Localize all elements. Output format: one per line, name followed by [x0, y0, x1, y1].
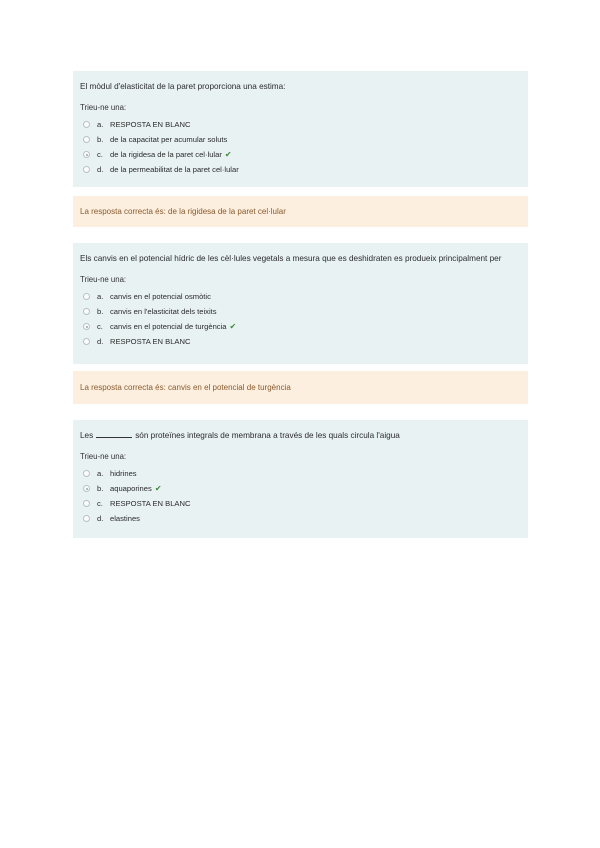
question-3-text	[80, 430, 521, 441]
option-letter: d.	[97, 165, 104, 174]
question-3-text-after: són proteïnes integrals de membrana a través de les quals circula l'aigua	[135, 431, 400, 440]
option-label: de la permeabilitat de la paret cel·lular	[110, 165, 239, 174]
radio-icon[interactable]	[83, 338, 90, 345]
question-3	[73, 420, 528, 538]
question-2-feedback	[73, 371, 528, 404]
question-1	[73, 71, 528, 187]
option-letter: d.	[97, 514, 104, 523]
question-3-text-before: Les	[80, 431, 94, 440]
radio-icon[interactable]	[83, 293, 90, 300]
option-letter: c.	[97, 322, 103, 331]
question-3-prompt: Trieu-ne una:	[80, 452, 127, 461]
feedback-text: La resposta correcta és: de la rigidesa de la paret cel·lular	[80, 207, 286, 216]
radio-icon[interactable]	[83, 515, 90, 522]
question-3-option-b[interactable]	[80, 481, 521, 496]
question-1-option-c[interactable]	[80, 147, 521, 162]
option-label: canvis en l'elasticitat dels teixits	[110, 307, 217, 316]
question-1-option-d[interactable]	[80, 162, 521, 177]
question-3-option-d[interactable]	[80, 511, 521, 526]
question-1-text: El mòdul d'elasticitat de la paret proporciona una estima:	[80, 82, 286, 91]
question-3-option-c[interactable]	[80, 496, 521, 511]
radio-icon[interactable]	[83, 323, 90, 330]
option-label: RESPOSTA EN BLANC	[110, 120, 191, 129]
option-label: aquaporines	[110, 484, 152, 493]
question-2-options	[80, 289, 521, 349]
question-1-feedback	[73, 196, 528, 227]
radio-icon[interactable]	[83, 308, 90, 315]
option-label: hidrines	[110, 469, 137, 478]
option-letter: c.	[97, 499, 103, 508]
check-icon: ✔	[224, 150, 232, 159]
option-label: RESPOSTA EN BLANC	[110, 337, 191, 346]
option-letter: a.	[97, 120, 104, 129]
feedback-text: La resposta correcta és: canvis en el potencial de turgència	[80, 383, 291, 392]
option-letter: b.	[97, 135, 104, 144]
option-letter: d.	[97, 337, 104, 346]
radio-icon[interactable]	[83, 151, 90, 158]
option-letter: b.	[97, 307, 104, 316]
option-label: de la rigidesa de la paret cel·lular	[110, 150, 222, 159]
question-2	[73, 243, 528, 364]
question-3-option-a[interactable]	[80, 466, 521, 481]
question-2-option-b[interactable]	[80, 304, 521, 319]
question-2-text: Els canvis en el potencial hídric de les cèl·lules vegetals a mesura que es deshidraten es produeix principalment per	[80, 254, 502, 263]
fill-blank	[96, 430, 132, 438]
question-1-option-a[interactable]	[80, 117, 521, 132]
radio-icon[interactable]	[83, 500, 90, 507]
radio-icon[interactable]	[83, 485, 90, 492]
radio-icon[interactable]	[83, 121, 90, 128]
option-label: canvis en el potencial de turgència	[110, 322, 227, 331]
radio-icon[interactable]	[83, 136, 90, 143]
option-label: de la capacitat per acumular soluts	[110, 135, 228, 144]
question-2-option-a[interactable]	[80, 289, 521, 304]
option-label: RESPOSTA EN BLANC	[110, 499, 191, 508]
option-label: canvis en el potencial osmòtic	[110, 292, 211, 301]
radio-icon[interactable]	[83, 166, 90, 173]
check-icon: ✔	[229, 322, 237, 331]
option-label: elastines	[110, 514, 140, 523]
option-letter: a.	[97, 469, 104, 478]
option-letter: a.	[97, 292, 104, 301]
question-3-options	[80, 466, 521, 526]
option-letter: b.	[97, 484, 104, 493]
check-icon: ✔	[154, 484, 162, 493]
option-letter: c.	[97, 150, 103, 159]
question-2-prompt: Trieu-ne una:	[80, 275, 127, 284]
question-1-option-b[interactable]	[80, 132, 521, 147]
question-1-options	[80, 117, 521, 177]
question-2-option-d[interactable]	[80, 334, 521, 349]
radio-icon[interactable]	[83, 470, 90, 477]
question-1-prompt: Trieu-ne una:	[80, 103, 127, 112]
question-2-option-c[interactable]	[80, 319, 521, 334]
